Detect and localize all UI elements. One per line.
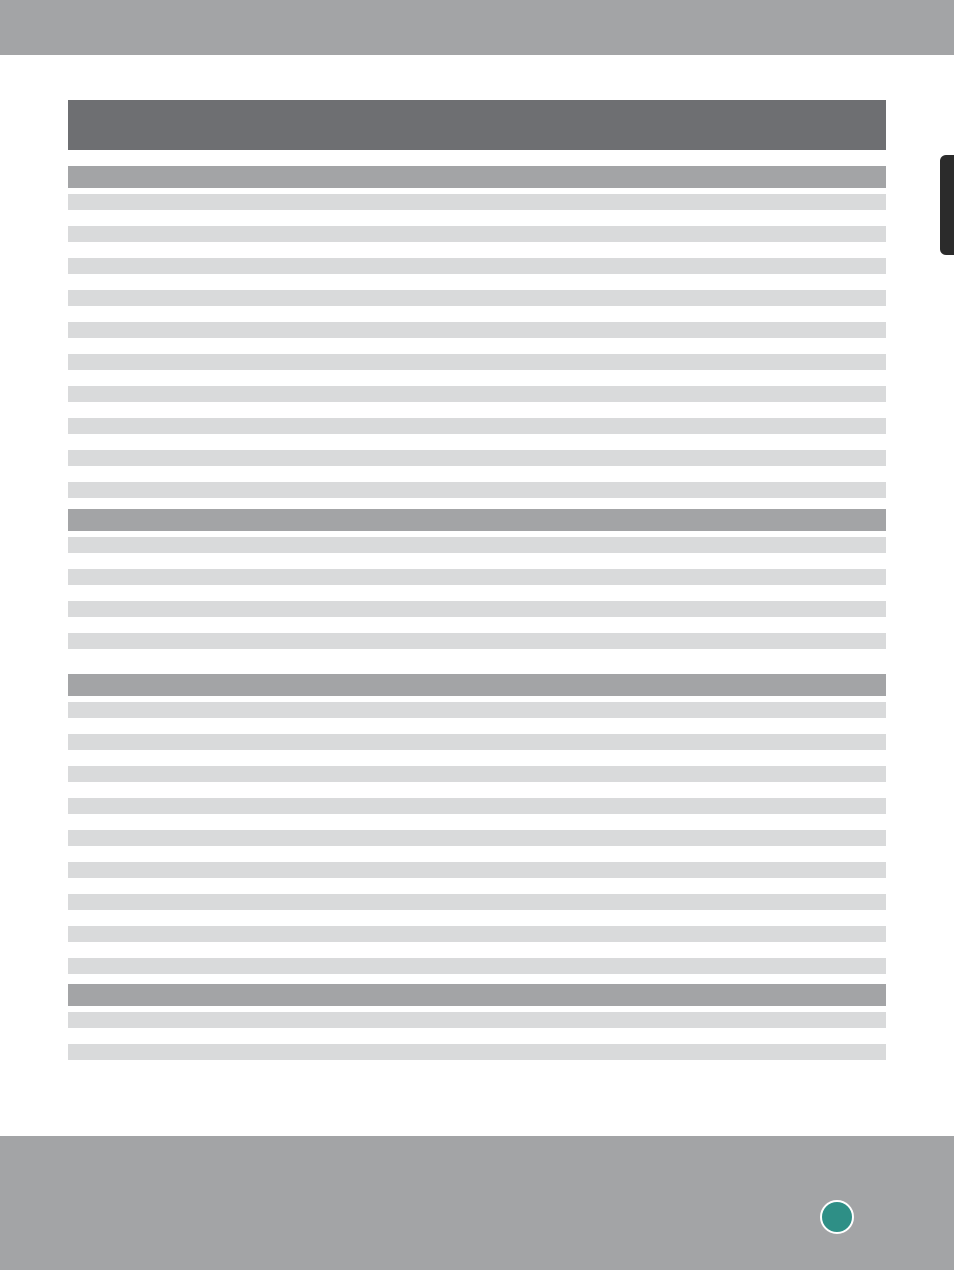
spec-header [68, 100, 886, 150]
table-row [68, 242, 886, 258]
table-row [68, 766, 886, 782]
header-bar [0, 0, 954, 55]
table-row [68, 846, 886, 862]
table-row [68, 210, 886, 226]
table-row [68, 402, 886, 418]
table-row [68, 585, 886, 601]
table-row [68, 1012, 886, 1028]
table-row [68, 1060, 886, 1076]
table-row [68, 1028, 886, 1044]
table-row [68, 418, 886, 434]
table-row [68, 482, 886, 498]
table-row [68, 702, 886, 718]
table-row [68, 830, 886, 846]
table-row [68, 878, 886, 894]
table-row [68, 306, 886, 322]
table-row [68, 958, 886, 974]
table-row [68, 274, 886, 290]
table-row [68, 338, 886, 354]
footer-bar [0, 1136, 954, 1270]
table-row [68, 633, 886, 649]
table-row [68, 926, 886, 942]
table-row [68, 386, 886, 402]
table-row [68, 974, 886, 990]
table-row [68, 466, 886, 482]
table-row [68, 798, 886, 814]
table-row [68, 750, 886, 766]
section-header-material [68, 674, 886, 696]
table-row [68, 370, 886, 386]
section-tab [940, 155, 954, 255]
table-row [68, 601, 886, 617]
table-row [68, 942, 886, 958]
table-row [68, 649, 886, 665]
neutrik-logo-icon [820, 1200, 854, 1234]
table-row [68, 354, 886, 370]
table-row [68, 322, 886, 338]
table-row [68, 782, 886, 798]
table-row [68, 450, 886, 466]
section-header-electrical [68, 166, 886, 188]
table-row [68, 718, 886, 734]
table-row [68, 258, 886, 274]
table-row [68, 434, 886, 450]
table-row [68, 1044, 886, 1060]
table-row [68, 862, 886, 878]
table-row [68, 569, 886, 585]
section-header-mechanical [68, 509, 886, 531]
table-row [68, 290, 886, 306]
table-row [68, 814, 886, 830]
table-row [68, 194, 886, 210]
table-row [68, 910, 886, 926]
table-row [68, 537, 886, 553]
table-row [68, 226, 886, 242]
table-row [68, 894, 886, 910]
table-row [68, 617, 886, 633]
table-row [68, 734, 886, 750]
table-row [68, 553, 886, 569]
